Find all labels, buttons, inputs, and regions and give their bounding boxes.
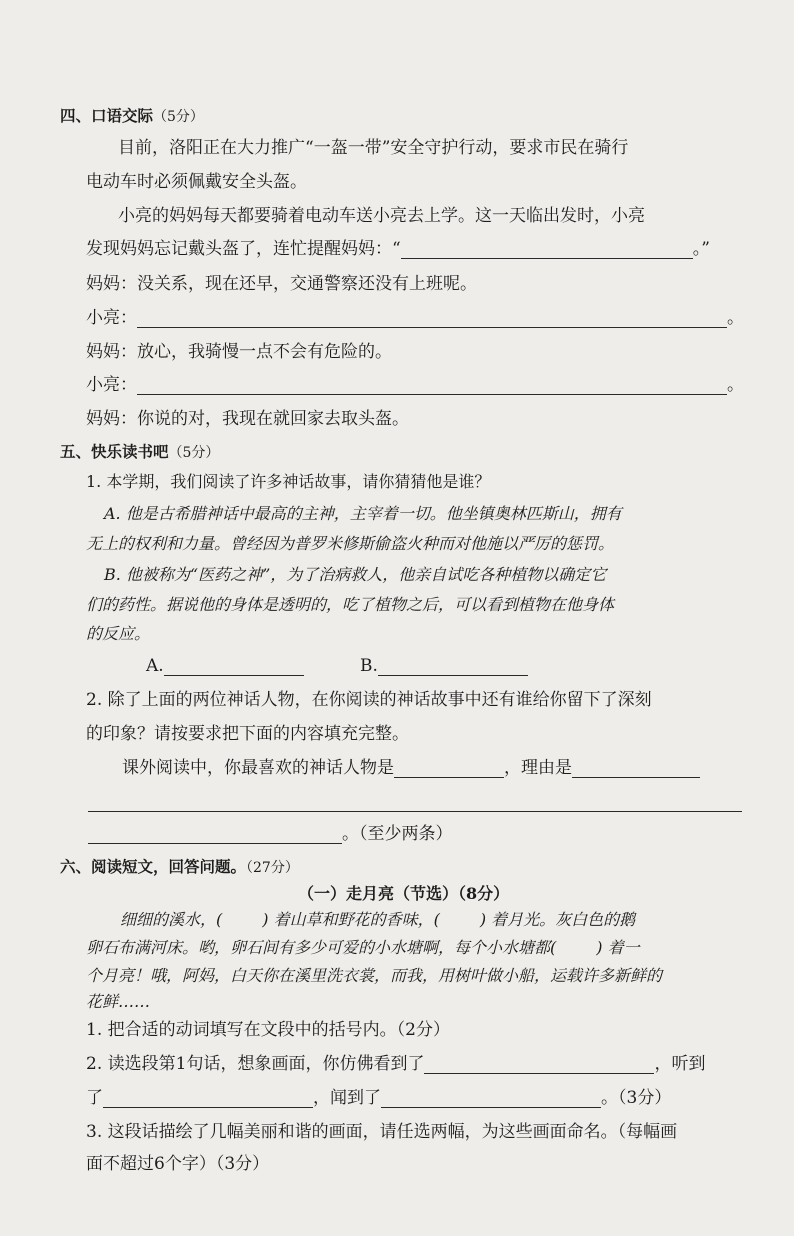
s5-reason-blank-1[interactable] (572, 759, 700, 778)
s5-answer-b-blank[interactable] (378, 657, 528, 676)
s5-option-a-line-2: 无上的权利和力量。曾经因为普罗米修斯偷盗火种而对他施以严厉的惩罚。 (86, 534, 615, 553)
s4-remind-text: 发现妈妈忘记戴头盔了，连忙提醒妈妈：“ (86, 239, 401, 259)
s6-passage-title: （一）走月亮（节选）（8分） (298, 884, 510, 903)
section-6-heading: 六、阅读短文，回答问题。 (60, 858, 247, 876)
s6-question-2-line-2 (86, 1086, 671, 1110)
section-5-heading-row (60, 440, 219, 465)
s6-hear-blank[interactable] (103, 1089, 313, 1108)
s6-question-3-line-2: 面不超过6个字）（3分） (86, 1154, 270, 1174)
s4-speaker-xiaoliang-1: 小亮： (86, 308, 137, 328)
s5-reason-blank-3[interactable] (88, 825, 342, 844)
s5-option-b-line-2: 们的药性。据说他的身体是透明的，吃了植物之后，可以看到植物在他身体 (86, 595, 615, 614)
s6-q2-text-c: 了 (86, 1088, 103, 1108)
section-6-heading-row (60, 855, 299, 880)
s5-question-2-line-1: 2. 除了上面的两位神话人物，在你阅读的神话故事中还有谁给你留下了深刻 (86, 690, 652, 710)
s6-passage-2a: 卵石布满河床。哟，卵石间有多少可爱的小水塘啊，每个小水塘都( (86, 938, 557, 957)
s6-passage-1b: ) 着山草和野花的香味，( (262, 910, 440, 929)
s5-answer-a-blank[interactable] (164, 657, 304, 676)
s4-paragraph-1-line-2: 电动车时必须佩戴安全头盔。 (86, 172, 307, 192)
section-4-score: （5分） (153, 109, 204, 125)
section-5-score: （5分） (168, 445, 220, 461)
s4-paragraph-2-line-1: 小亮的妈妈每天都要骑着电动车送小亮去上学。这一天临出发时，小亮 (118, 206, 645, 226)
s6-question-1: 1. 把合适的动词填写在文段中的括号内。（2分） (86, 1020, 450, 1040)
s6-see-blank[interactable] (424, 1055, 654, 1074)
s4-dialogue-mom-3: 妈妈：你说的对，我现在就回家去取头盔。 (86, 409, 409, 429)
s4-remind-blank[interactable] (401, 240, 693, 259)
s5-reason-row-2 (88, 790, 742, 814)
s5-option-b-line-3: 的反应。 (86, 624, 151, 643)
s6-passage-line-4: 花鲜…… (86, 992, 151, 1011)
section-4-heading: 四、口语交际 (60, 107, 154, 125)
s6-question-2-line-1 (86, 1052, 705, 1076)
s4-speaker-xiaoliang-2: 小亮： (86, 375, 137, 395)
s4-reply-end-2: 。 (727, 375, 744, 395)
s4-reply-blank-1[interactable] (137, 309, 727, 328)
section-4-heading-row (60, 104, 204, 129)
s5-question-2-line-2: 的印象？请按要求把下面的内容填充完整。 (86, 724, 409, 744)
s6-passage-2b: ) 着一 (596, 938, 640, 957)
s4-paragraph-2-line-2 (86, 237, 710, 261)
s5-favorite-row (122, 756, 700, 780)
s6-smell-blank[interactable] (381, 1089, 601, 1108)
s5-favorite-text: 课外阅读中，你最喜欢的神话人物是 (122, 758, 394, 778)
s4-remind-end: 。” (692, 239, 710, 259)
s4-reply-blank-2[interactable] (137, 376, 727, 395)
s4-paragraph-1-line-1: 目前，洛阳正在大力推广“一盔一带”安全守护行动，要求市民在骑行 (118, 138, 629, 158)
s5-option-a-line-1: A. 他是古希腊神话中最高的主神，主宰着一切。他坐镇奥林匹斯山，拥有 (104, 504, 622, 523)
s6-passage-1a: 细细的溪水，( (120, 910, 223, 929)
s5-reason-row-3 (88, 822, 453, 846)
s5-answer-a-label: A. (146, 656, 164, 676)
section-6-score: （27分） (246, 860, 299, 876)
s6-passage-line-1 (120, 908, 635, 932)
s5-answer-b-label: B. (360, 656, 378, 676)
s5-answer-b-row (360, 654, 528, 678)
s6-q2-text-b: ，听到 (654, 1054, 706, 1074)
s4-dialogue-xiaoliang-1 (86, 306, 744, 330)
s6-q2-text-d: ，闻到了 (313, 1088, 381, 1108)
section-5-heading: 五、快乐读书吧 (60, 443, 169, 461)
s6-passage-line-2 (86, 936, 640, 960)
s6-q2-text-a: 2. 读选段第1句话，想象画面，你仿佛看到了 (86, 1054, 425, 1074)
s5-reason-blank-2[interactable] (88, 793, 742, 812)
s4-dialogue-mom-2: 妈妈：放心，我骑慢一点不会有危险的。 (86, 342, 392, 362)
s5-answer-a-row (146, 654, 304, 678)
s6-question-3-line-1: 3. 这段话描绘了几幅美丽和谐的画面，请任选两幅，为这些画面命名。（每幅画 (86, 1122, 678, 1142)
s5-reason-text: ，理由是 (504, 758, 572, 778)
s6-passage-line-3: 个月亮！哦，阿妈，白天你在溪里洗衣裳，而我，用树叶做小船，运载许多新鲜的 (86, 966, 663, 985)
s4-reply-end-1: 。 (727, 308, 744, 328)
s5-question-1: 1. 本学期，我们阅读了许多神话故事，请你猜猜他是谁？ (86, 472, 491, 491)
s4-dialogue-mom-1: 妈妈：没关系，现在还早，交通警察还没有上班呢。 (86, 274, 477, 294)
s5-favorite-blank[interactable] (394, 759, 504, 778)
s5-reason-tail: 。（至少两条） (342, 824, 453, 844)
s6-q2-text-e: 。（3分） (601, 1088, 672, 1108)
s4-dialogue-xiaoliang-2 (86, 373, 744, 397)
s5-option-b-line-1: B. 他被称为“医药之神”，为了治病救人，他亲自试吃各种植物以确定它 (104, 565, 607, 584)
s6-passage-1c: ) 着月光。灰白色的鹅 (479, 910, 636, 929)
